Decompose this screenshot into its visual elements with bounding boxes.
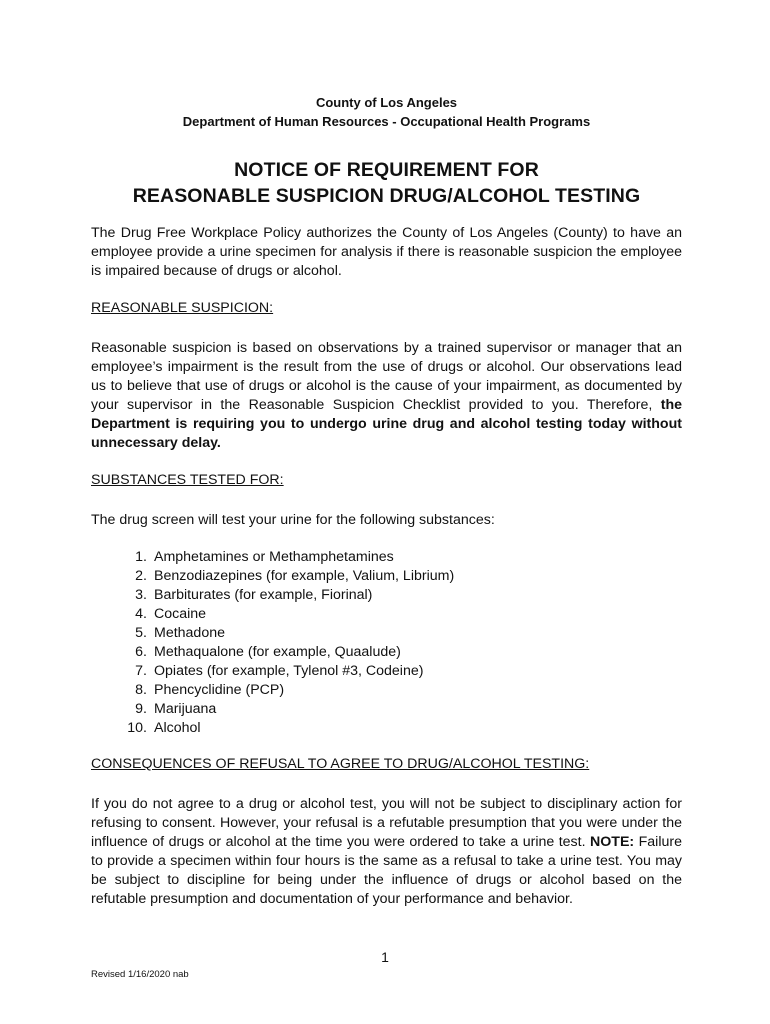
- substances-list: [91, 548, 682, 738]
- substance-number: 1.: [135, 549, 147, 565]
- substance-label: Methaqualone (for example, Quaalude): [154, 644, 401, 660]
- revision-note: Revised 1/16/2020 nab: [91, 969, 189, 980]
- document-title: [91, 157, 682, 209]
- substance-list-item: [91, 586, 682, 605]
- substance-number: 7.: [135, 663, 147, 679]
- note-label: NOTE:: [590, 834, 635, 850]
- reasonable-suspicion-paragraph: [91, 339, 682, 453]
- substance-number: 5.: [135, 625, 147, 641]
- consequences-text-1: If you do not agree to a drug or alcohol test, you will not be subject to disciplinary action for refusing to consent. However, your refusal is a refutable presumption that you were under the influence of drugs or alcohol at the time you were ordered to take a urine test.: [91, 796, 682, 850]
- substance-number: 10.: [127, 720, 147, 736]
- reasonable-suspicion-bold-text: the Department is requiring you to undergo urine drug and alcohol testing today without unnecessary delay.: [91, 397, 682, 451]
- substance-list-item: [91, 681, 682, 700]
- substance-number: 8.: [135, 682, 147, 698]
- substance-label: Benzodiazepines (for example, Valium, Librium): [154, 568, 455, 584]
- substance-list-item: [91, 548, 682, 567]
- substance-number: 4.: [135, 606, 147, 622]
- substance-number: 3.: [135, 587, 147, 603]
- substance-label: Methadone: [154, 625, 225, 641]
- substance-list-item: [91, 700, 682, 719]
- substance-list-item: [91, 719, 682, 738]
- document-header: [91, 0, 682, 131]
- title-line-2: REASONABLE SUSPICION DRUG/ALCOHOL TESTING: [132, 185, 641, 207]
- page-number: 1: [381, 949, 389, 965]
- header-county: County of Los Angeles: [315, 95, 458, 110]
- consequences-paragraph: [91, 795, 682, 909]
- substance-list-item: [91, 662, 682, 681]
- substance-number: 2.: [135, 568, 147, 584]
- substance-number: 6.: [135, 644, 147, 660]
- intro-paragraph: The Drug Free Workplace Policy authorizes the County of Los Angeles (County) to have an employee provide a urine specimen for analysis if there is reasonable suspicion the employee is impaired because of drugs or alcohol.: [91, 225, 682, 279]
- substances-intro: The drug screen will test your urine for the following substances:: [91, 512, 495, 528]
- consequences-text-2: Failure to provide a specimen within four hours is the same as a refusal to take a urine test. You may be subject to discipline for being under the influence of drugs or alcohol based on the refutable presumption and documentation of your performance and behavior.: [91, 834, 682, 907]
- substance-label: Barbiturates (for example, Fiorinal): [154, 587, 373, 603]
- substance-label: Phencyclidine (PCP): [154, 682, 285, 698]
- substance-label: Marijuana: [154, 701, 217, 717]
- title-line-1: NOTICE OF REQUIREMENT FOR: [234, 159, 539, 181]
- substance-label: Alcohol: [154, 720, 201, 736]
- section-heading-reasonable-suspicion: REASONABLE SUSPICION:: [91, 300, 274, 316]
- substance-list-item: [91, 605, 682, 624]
- substance-label: Opiates (for example, Tylenol #3, Codeine): [154, 663, 424, 679]
- substance-number: 9.: [135, 701, 147, 717]
- header-department: Department of Human Resources - Occupational Health Programs: [182, 114, 591, 129]
- substance-list-item: [91, 643, 682, 662]
- reasonable-suspicion-text: Reasonable suspicion is based on observations by a trained supervisor or manager that an employee’s impairment is the result from the use of drugs or alcohol. Our observations lead us to believe that use of drugs or alcohol is the cause of your impairment, as documented by your supervisor in the Reasonable Suspicion Checklist provided to you. Therefore,: [91, 340, 682, 413]
- substance-label: Cocaine: [154, 606, 207, 622]
- substance-list-item: [91, 624, 682, 643]
- section-heading-substances: SUBSTANCES TESTED FOR:: [91, 472, 284, 488]
- section-heading-consequences: CONSEQUENCES OF REFUSAL TO AGREE TO DRUG/ALCOHOL TESTING:: [91, 756, 590, 772]
- substance-label: Amphetamines or Methamphetamines: [154, 549, 394, 565]
- substance-list-item: [91, 567, 682, 586]
